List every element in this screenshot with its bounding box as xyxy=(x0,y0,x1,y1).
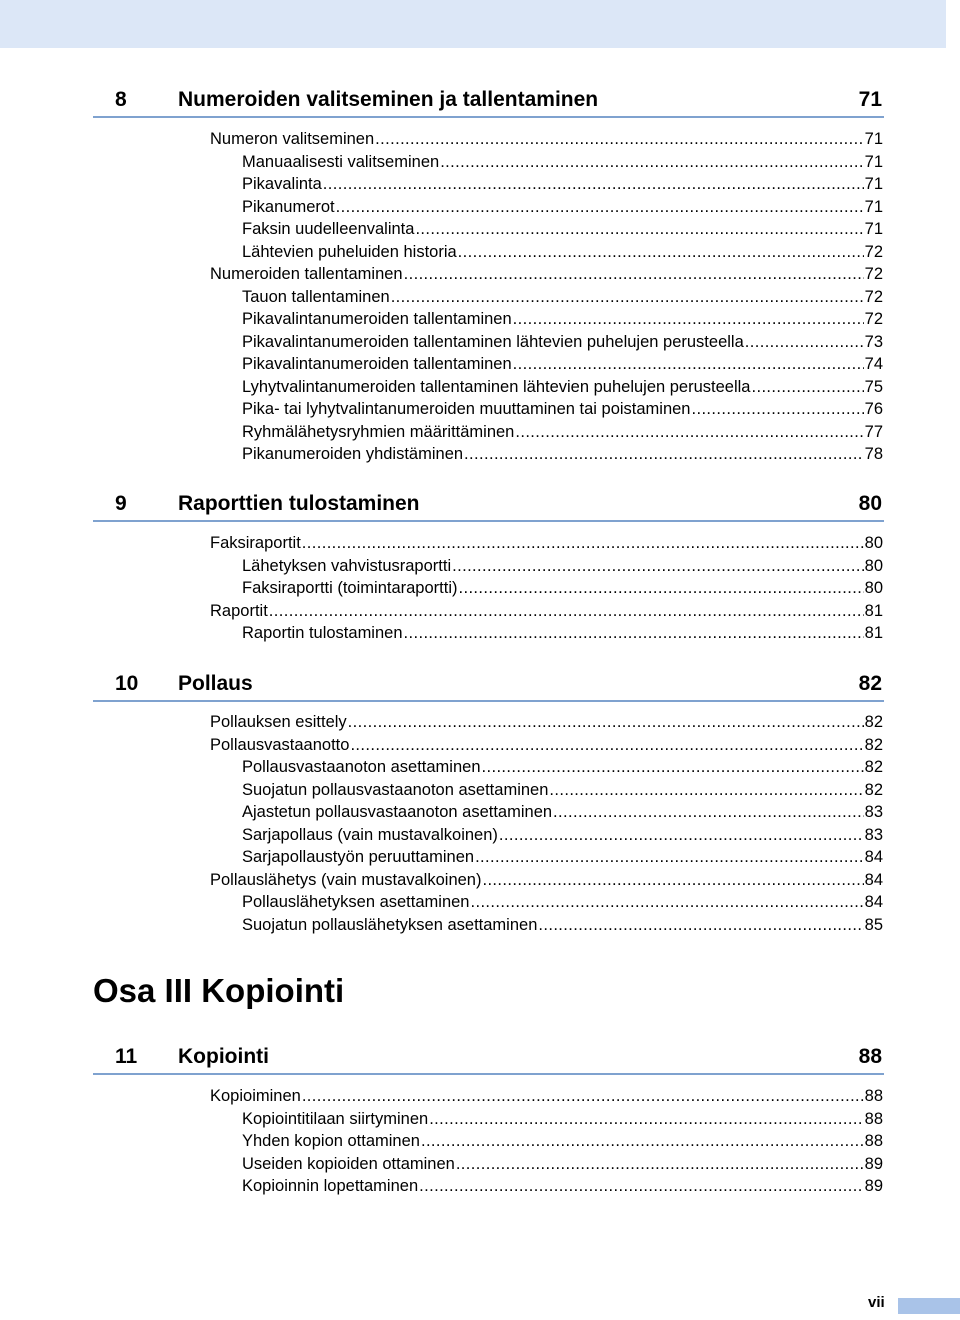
dot-leader xyxy=(302,1085,864,1107)
toc-entry-title: Pikanumerot xyxy=(242,197,335,216)
toc-entry-page: 89 xyxy=(864,1177,883,1195)
chapter-number: 8 xyxy=(115,88,127,111)
toc-entry-title: Pollauslähetys (vain mustavalkoinen) xyxy=(210,870,482,889)
toc-entry-page: 89 xyxy=(864,1154,883,1173)
toc-entry-page: 88 xyxy=(864,1132,883,1150)
dot-leader xyxy=(429,1108,863,1130)
toc-entry[interactable] xyxy=(210,263,883,285)
toc-entry[interactable] xyxy=(210,532,883,554)
chapter-title: Numeroiden valitseminen ja tallentaminen xyxy=(178,88,599,111)
toc-entry-page: 72 xyxy=(864,242,883,261)
toc-entry-page: 72 xyxy=(864,287,883,306)
toc-entry-page: 83 xyxy=(864,803,883,821)
toc-entry-page: 81 xyxy=(864,624,883,642)
toc-entry-title: Pikavalintanumeroiden tallentaminen xyxy=(242,310,512,328)
toc-entry-title: Pikavalinta xyxy=(242,175,322,193)
toc-entry-title: Pikavalintanumeroiden tallentaminen lähtevien puhelujen perusteella xyxy=(242,332,744,351)
toc-entry-page: 71 xyxy=(864,130,883,148)
toc-entry-title: Pollauslähetyksen asettaminen xyxy=(242,893,470,911)
toc-entry-title: Raportin tulostaminen xyxy=(242,624,403,642)
toc-entry[interactable] xyxy=(242,218,883,240)
chapter-title: Kopiointi xyxy=(178,1045,269,1068)
toc-entry-title: Sarjapollaustyön peruuttaminen xyxy=(242,848,475,866)
dot-leader xyxy=(458,241,864,263)
toc-entry-title: Faksin uudelleenvalinta xyxy=(242,220,415,238)
chapter-title: Pollaus xyxy=(178,672,253,695)
toc-entry[interactable] xyxy=(242,1130,883,1152)
toc-entry-title: Suojatun pollauslähetyksen asettaminen xyxy=(242,915,538,934)
toc-entry-title: Pika- tai lyhytvalintanumeroiden muuttaminen tai poistaminen xyxy=(242,400,691,418)
toc-entry-page: 71 xyxy=(864,197,883,216)
chapter-heading-11[interactable] xyxy=(93,1043,884,1075)
toc-entry-title: Numeron valitseminen xyxy=(210,130,375,148)
toc-entry[interactable] xyxy=(242,398,883,420)
toc-entry[interactable] xyxy=(242,779,883,801)
dot-leader xyxy=(470,891,863,913)
toc-entry-title: Ajastetun pollausvastaanoton asettaminen xyxy=(242,803,553,821)
toc-entry-page: 74 xyxy=(864,355,883,373)
toc-entry-page: 84 xyxy=(864,893,883,911)
toc-entry-title: Pikanumeroiden yhdistäminen xyxy=(242,445,464,463)
footer-tab xyxy=(898,1298,960,1314)
toc-entry[interactable] xyxy=(210,128,883,150)
dot-leader xyxy=(464,443,864,465)
top-header-bar-edge xyxy=(946,0,960,48)
dot-leader xyxy=(269,600,864,622)
chapter-heading-9[interactable] xyxy=(93,490,884,522)
toc-entry-title: Yhden kopion ottaminen xyxy=(242,1132,420,1150)
toc-entry-page: 84 xyxy=(864,870,883,889)
toc-entry[interactable] xyxy=(242,1175,883,1197)
dot-leader xyxy=(499,824,864,846)
toc-entry-page: 72 xyxy=(864,310,883,328)
dot-leader xyxy=(482,869,863,891)
toc-entry-page: 71 xyxy=(864,220,883,238)
toc-entry-page: 72 xyxy=(864,265,883,283)
toc-entry-title: Pollausvastaanoton asettaminen xyxy=(242,758,481,776)
dot-leader xyxy=(302,532,864,554)
chapter-number: 11 xyxy=(115,1045,138,1068)
dot-leader xyxy=(691,398,863,420)
dot-leader xyxy=(513,353,864,375)
chapter-page: 80 xyxy=(858,492,882,515)
toc-entry-page: 82 xyxy=(864,758,883,776)
toc-entry[interactable] xyxy=(242,196,883,218)
toc-entry[interactable] xyxy=(210,1085,883,1107)
toc-entry-title: Kopiointitilaan siirtyminen xyxy=(242,1109,429,1128)
toc-entry[interactable] xyxy=(210,734,883,756)
toc-entry-page: 84 xyxy=(864,848,883,866)
toc-entry-page: 75 xyxy=(864,377,883,396)
toc-entry-title: Manuaalisesti valitseminen xyxy=(242,152,440,171)
toc-entry-page: 80 xyxy=(864,534,883,552)
toc-entry[interactable] xyxy=(242,555,883,577)
dot-leader xyxy=(323,173,864,195)
toc-entry[interactable] xyxy=(242,622,883,644)
dot-leader xyxy=(419,1175,864,1197)
toc-entry-title: Pikavalintanumeroiden tallentaminen xyxy=(242,355,512,373)
toc-entry-page: 80 xyxy=(864,556,883,575)
toc-entry[interactable] xyxy=(210,711,883,733)
toc-entry-page: 71 xyxy=(864,152,883,171)
toc-entry-page: 81 xyxy=(864,601,883,620)
toc-entry-page: 82 xyxy=(864,780,883,799)
chapter-title: Raporttien tulostaminen xyxy=(178,492,420,515)
toc-entry-page: 80 xyxy=(864,579,883,597)
toc-entry[interactable] xyxy=(242,286,883,308)
toc-entry-title: Raportit xyxy=(210,601,268,620)
toc-entry[interactable] xyxy=(242,914,883,936)
toc-entry-title: Faksiraportti (toimintaraportti) xyxy=(242,579,458,597)
toc-entry-title: Ryhmälähetysryhmien määrittäminen xyxy=(242,422,515,441)
toc-entry-title: Tauon tallentaminen xyxy=(242,287,390,306)
toc-entry-page: 82 xyxy=(864,735,883,754)
dot-leader xyxy=(482,756,864,778)
toc-entry[interactable] xyxy=(242,443,883,465)
chapter-number: 9 xyxy=(115,492,127,515)
dot-leader xyxy=(515,421,863,443)
toc-entry-page: 73 xyxy=(864,332,883,351)
toc-entry[interactable] xyxy=(242,1153,883,1175)
dot-leader xyxy=(751,376,863,398)
toc-entry-page: 71 xyxy=(864,175,883,193)
toc-entry[interactable] xyxy=(242,376,883,398)
chapter-page: 88 xyxy=(858,1045,882,1068)
dot-leader xyxy=(375,128,863,150)
toc-entry-page: 85 xyxy=(864,915,883,934)
toc-entry[interactable] xyxy=(242,331,883,353)
chapter-number: 10 xyxy=(115,672,139,695)
toc-entry-page: 82 xyxy=(864,713,883,731)
dot-leader xyxy=(452,555,864,577)
toc-entry[interactable] xyxy=(242,353,883,375)
toc-entry-page: 88 xyxy=(864,1109,883,1128)
dot-leader xyxy=(350,734,863,756)
toc-entry-title: Kopioiminen xyxy=(210,1087,301,1105)
chapter-page: 71 xyxy=(858,88,882,111)
dot-leader xyxy=(421,1130,864,1152)
chapter-page: 82 xyxy=(858,672,882,695)
toc-entry-title: Lähetyksen vahvistusraportti xyxy=(242,556,452,575)
dot-leader xyxy=(440,151,863,173)
toc-entry-title: Useiden kopioiden ottaminen xyxy=(242,1154,455,1173)
toc-entry[interactable] xyxy=(242,824,883,846)
dot-leader xyxy=(456,1153,864,1175)
toc-entry-title: Kopioinnin lopettaminen xyxy=(242,1177,419,1195)
chapter-heading-8[interactable] xyxy=(93,86,884,118)
dot-leader xyxy=(404,622,864,644)
toc-entry-page: 77 xyxy=(864,422,883,441)
dot-leader xyxy=(336,196,864,218)
dot-leader xyxy=(553,801,864,823)
toc-entry-title: Lähtevien puheluiden historia xyxy=(242,242,457,261)
dot-leader xyxy=(458,577,863,599)
dot-leader xyxy=(404,263,864,285)
toc-entry-title: Suojatun pollausvastaanoton asettaminen xyxy=(242,780,549,799)
toc-entry[interactable] xyxy=(242,891,883,913)
toc-entry-title: Lyhytvalintanumeroiden tallentaminen lähtevien puhelujen perusteella xyxy=(242,377,751,396)
toc-entry[interactable] xyxy=(242,241,883,263)
dot-leader xyxy=(348,711,864,733)
toc-entry-title: Pollauksen esittely xyxy=(210,713,347,731)
toc-entry[interactable] xyxy=(242,846,883,868)
dot-leader xyxy=(391,286,864,308)
dot-leader xyxy=(549,779,863,801)
toc-entry-title: Numeroiden tallentaminen xyxy=(210,265,403,283)
dot-leader xyxy=(475,846,864,868)
toc-entry[interactable] xyxy=(242,756,883,778)
toc-entry[interactable] xyxy=(242,308,883,330)
toc-entry[interactable] xyxy=(242,577,883,599)
toc-entry-page: 88 xyxy=(864,1087,883,1105)
chapter-heading-10[interactable] xyxy=(93,670,884,702)
toc-entry-title: Faksiraportit xyxy=(210,534,301,552)
toc-entry-title: Sarjapollaus (vain mustavalkoinen) xyxy=(242,825,498,844)
footer-page-number: vii xyxy=(868,1294,885,1311)
toc-entry[interactable] xyxy=(242,801,883,823)
toc-entry[interactable] xyxy=(242,421,883,443)
toc-entry[interactable] xyxy=(242,1108,883,1130)
toc-entry[interactable] xyxy=(242,151,883,173)
part-title: Osa III Kopiointi xyxy=(93,972,345,1009)
dot-leader xyxy=(513,308,864,330)
toc-entry-page: 76 xyxy=(864,400,883,418)
top-header-bar xyxy=(0,0,960,48)
toc-entry-page: 78 xyxy=(864,445,883,463)
dot-leader xyxy=(538,914,863,936)
dot-leader xyxy=(415,218,863,240)
toc-entry-title: Pollausvastaanotto xyxy=(210,735,350,754)
toc-entry[interactable] xyxy=(210,600,883,622)
dot-leader xyxy=(745,331,864,353)
toc-entry[interactable] xyxy=(210,869,883,891)
toc-entry[interactable] xyxy=(242,173,883,195)
toc-entry-page: 83 xyxy=(864,825,883,844)
